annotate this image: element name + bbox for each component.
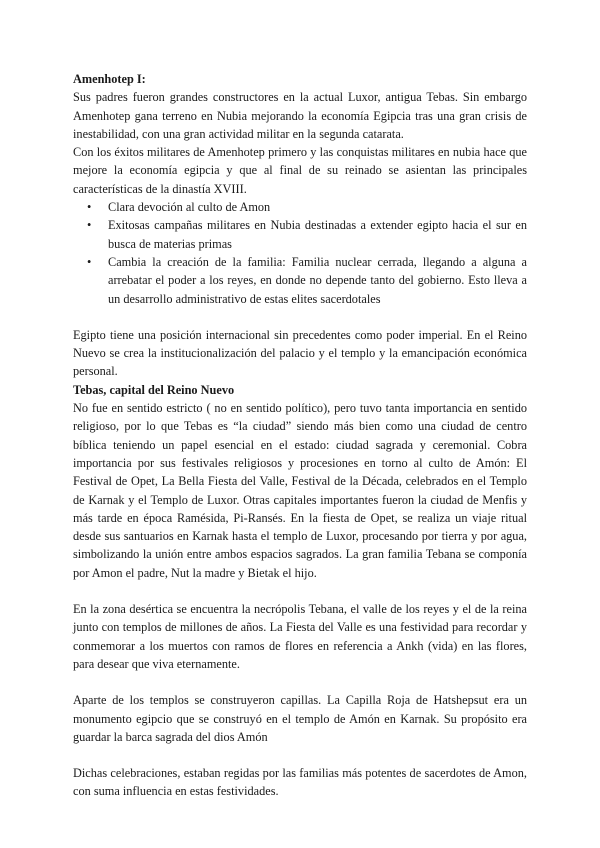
capillas-paragraph: Aparte de los templos se construyeron capillas. La Capilla Roja de Hatshepsut era un monumento egipcio que se construyó en el templo de Amón en Karnak. Su propósito era guardar la barca sagrada del dios Amón (73, 693, 527, 744)
bullet-icon: • (87, 200, 92, 215)
characteristics-list (73, 198, 527, 308)
spacer (73, 673, 527, 691)
list-item (87, 216, 527, 253)
tebas-heading: Tebas, capital del Reino Nuevo (73, 382, 235, 397)
egipto-paragraph: Egipto tiene una posición internacional sin precedentes como poder imperial. En el Reino Nuevo se crea la institucionalización del palacio y el templo y la emancipación económica personal. (73, 327, 527, 379)
celebraciones-paragraph: Dichas celebraciones, estaban regidas por las familias más potentes de sacerdotes de Amon, con suma influencia en estas festividades. (73, 766, 527, 799)
spacer (73, 746, 527, 764)
necropolis-paragraph: En la zona desértica se encuentra la necrópolis Tebana, el valle de los reyes y el de la reina junto con templos de millones de años. La Fiesta del Valle es una festividad para recordar y conmemorar a los muertos con ramos de flores en referencia a Ankh (vida) en las flores, para desear que viva eternamente. (73, 602, 527, 671)
amenhotep-paragraph-2: Con los éxitos militares de Amenhotep primero y las conquistas militares en nubia hace que mejore la economía egipcia y que al final de su reinado se asientan las principales características de la dinastía XVIII. (73, 145, 527, 196)
spacer (73, 582, 527, 600)
list-item-text: Exitosas campañas militares en Nubia destinadas a extender egipto hacia el sur en busca de materias primas (108, 218, 527, 251)
amenhotep-heading: Amenhotep I: (73, 72, 146, 86)
spacer (73, 308, 527, 326)
bullet-icon: • (87, 254, 92, 269)
list-item-text: Cambia la creación de la familia: Familia nuclear cerrada, llegando a alguna a arrebatar el poder a los reyes, en donde no depende tanto del gobierno. Esto lleva a un desarrollo administrativo de estas elites sacerdotales (108, 254, 527, 306)
bullet-icon: • (87, 218, 92, 233)
amenhotep-paragraph-1: Sus padres fueron grandes constructores en la actual Luxor, antigua Tebas. Sin embargo Amenhotep gana terreno en Nubia mejorando la economía Egipcia tras una gran crisis de inestabilidad, con una gran actividad militar en la segunda catarata. (73, 90, 527, 141)
list-item-text: Clara devoción al culto de Amon (108, 200, 271, 215)
list-item (87, 198, 527, 216)
tebas-paragraph: No fue en sentido estricto ( no en sentido político), pero tuvo tanta importancia en sentido religioso, por lo que Tebas es “la ciudad” siendo más bien como una ciudad de centro bíblica teniendo un papel esencial en el estado: ciudad sagrada y ceremonial. Cobra importancia por sus festivales religiosos y procesiones en torno al culto de Amón: El Festival de Opet, La Bella Fiesta del Valle, Festival de la Década, celebrados en el Templo de Karnak y el Templo de Luxor. Otras capitales importantes fueron la ciudad de Menfis y más tarde en época Ramésida, Pi-Ransés. En la fiesta de Opet, se realiza un viaje ritual desde sus santuarios en Karnak hasta el templo de Luxor, procesando por tierra y por agua, simbolizando la unión entre ambos espacios sagrados. La gran familia Tebana se componía por Amon el padre, Nut la madre y Bietak el hijo. (73, 401, 527, 580)
list-item (87, 253, 527, 308)
